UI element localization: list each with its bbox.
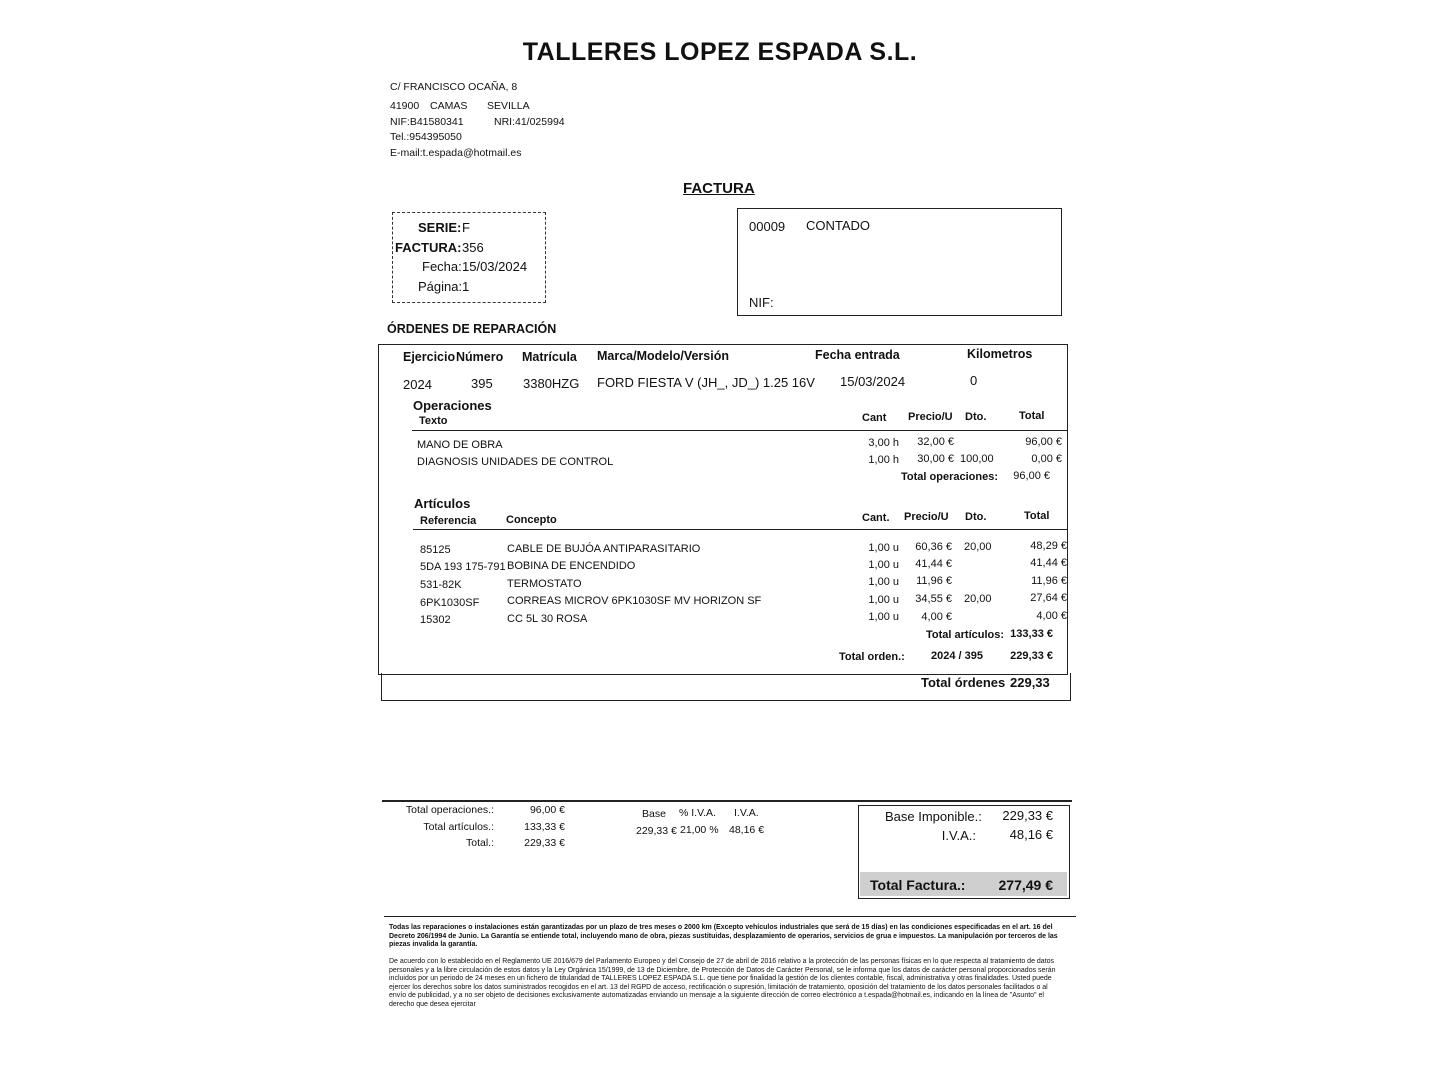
art-header-referencia: Referencia — [420, 515, 477, 527]
order-ejercicio: 2024 — [403, 377, 432, 392]
op-header-cant: Cant — [862, 412, 887, 424]
pagina-label: Página: — [418, 279, 463, 294]
iva-iva-label: I.V.A. — [734, 807, 759, 819]
art-row-concepto: TERMOSTATO — [507, 578, 582, 590]
iva-iva-value: 48,16 € — [729, 824, 765, 836]
serie-value: F — [462, 220, 470, 235]
summary-top-rule — [382, 800, 1072, 802]
art-row-concepto: CC 5L 30 ROSA — [507, 613, 588, 625]
orders-table-box — [378, 344, 1068, 675]
op-row-texto: DIAGNOSIS UNIDADES DE CONTROL — [417, 456, 614, 468]
summary-total-value: 229,33 € — [524, 837, 565, 849]
totals-iva-value: 48,16 € — [1009, 827, 1053, 842]
art-row-precio: 34,55 € — [915, 593, 952, 605]
art-header-precio: Precio/U — [904, 511, 949, 523]
company-address: C/ FRANCISCO OCAÑA, 8 — [390, 81, 518, 93]
art-row-cant: 1,00 u — [868, 559, 899, 571]
op-total-value: 96,00 € — [1013, 470, 1050, 482]
iva-pct-value: 21,00 % — [680, 824, 719, 836]
order-matricula: 3380HZG — [523, 376, 580, 391]
company-nif: NIF:B41580341 — [390, 116, 464, 128]
op-row-precio: 30,00 € — [917, 453, 954, 465]
op-header-precio: Precio/U — [908, 411, 953, 423]
art-row-cant: 1,00 u — [868, 611, 899, 623]
company-name: TALLERES LOPEZ ESPADA S.L. — [522, 38, 918, 66]
serie-label: SERIE: — [418, 220, 462, 235]
company-province: SEVILLA — [487, 100, 530, 112]
art-row-cant: 1,00 u — [868, 576, 899, 588]
factura-label: FACTURA: — [395, 240, 462, 255]
totals-iva-label: I.V.A.: — [941, 828, 976, 843]
header-fecha-entrada: Fecha entrada — [815, 348, 900, 362]
total-orden-label: Total orden.: — [839, 651, 905, 663]
pagina-value: 1 — [462, 279, 470, 294]
company-tel: Tel.:954395050 — [390, 131, 462, 143]
art-header-dto: Dto. — [965, 511, 987, 523]
total-factura-label: Total Factura.: — [870, 877, 966, 893]
company-city: CAMAS — [430, 100, 468, 112]
art-row-precio: 60,36 € — [915, 541, 952, 553]
art-row-concepto: BOBINA DE ENCENDIDO — [507, 560, 636, 572]
op-row-total: 0,00 € — [1031, 453, 1062, 465]
header-numero: Número — [456, 350, 504, 364]
header-kilometros: Kilometros — [967, 347, 1033, 361]
client-nif-label: NIF: — [749, 295, 774, 310]
art-row-dto: 20,00 — [964, 593, 992, 605]
order-km: 0 — [970, 373, 978, 388]
client-code: 00009 — [749, 219, 786, 234]
factura-number: 356 — [462, 240, 484, 255]
op-row-texto: MANO DE OBRA — [417, 439, 503, 451]
op-total-label: Total operaciones: — [901, 471, 998, 483]
art-row-precio: 4,00 € — [921, 611, 952, 623]
operaciones-title: Operaciones — [413, 398, 492, 413]
art-row-ref: 531-82K — [420, 579, 462, 591]
art-row-total: 48,29 € — [1030, 540, 1067, 552]
op-row-cant: 1,00 h — [868, 454, 899, 466]
total-ordenes-label: Total órdenes — [921, 675, 1006, 690]
articulos-divider — [413, 529, 1068, 530]
summary-operaciones-label: Total operaciones.: — [405, 804, 494, 816]
document-title: FACTURA — [683, 180, 755, 197]
art-row-cant: 1,00 u — [868, 542, 899, 554]
art-row-precio: 11,96 € — [916, 575, 952, 587]
company-nri: NRI:41/025994 — [494, 116, 565, 128]
art-row-ref: 15302 — [420, 614, 451, 626]
art-header-cant: Cant. — [862, 512, 890, 524]
op-header-total: Total — [1019, 410, 1045, 422]
art-row-total: 27,64 € — [1030, 592, 1067, 604]
art-row-cant: 1,00 u — [868, 594, 899, 606]
fecha-value: 15/03/2024 — [462, 259, 528, 274]
art-row-ref: 85125 — [420, 544, 451, 556]
art-row-total: 4,00 € — [1036, 610, 1067, 622]
client-box — [737, 208, 1062, 316]
art-row-concepto: CORREAS MICROV 6PK1030SF MV HORIZON SF — [507, 595, 762, 607]
order-marca: FORD FIESTA V (JH_, JD_) 1.25 16V — [597, 375, 815, 390]
art-header-total: Total — [1024, 510, 1050, 522]
summary-total-label: Total.: — [465, 837, 494, 849]
total-ordenes-value: 229,33 — [1010, 675, 1050, 690]
company-postal-code: 41900 — [390, 100, 420, 112]
legal-warranty: Todas las reparaciones o instalaciones están garantizadas por un plazo de tres meses o 2000 km (Excepto vehículos industriales que será de 15 días) en las condiciones especificadas en el art. 16 del Decreto 206/1994 de Junio. La Garantía se entiende total, incluyendo mano de obra, piezas sustituidas, desplazamiento de operarios, servicios de grua e impuestos. La manipulación por terceros de las piezas invalida la garantía. — [389, 924, 1058, 949]
art-total-value: 133,33 € — [1010, 628, 1053, 640]
iva-pct-label: % I.V.A. — [679, 807, 716, 819]
iva-base-value: 229,33 € — [636, 825, 677, 837]
op-row-cant: 3,00 h — [868, 437, 899, 449]
totals-base-value: 229,33 € — [1002, 808, 1053, 823]
art-row-total: 11,96 € — [1031, 575, 1067, 587]
header-matricula: Matrícula — [522, 350, 577, 364]
iva-base-label: Base — [642, 808, 666, 820]
art-row-concepto: CABLE DE BUJÓA ANTIPARASITARIO — [507, 543, 701, 555]
art-row-ref: 6PK1030SF — [420, 597, 480, 609]
articulos-title: Artículos — [414, 496, 471, 511]
summary-articulos-label: Total artículos.: — [423, 821, 494, 833]
order-numero: 395 — [471, 376, 493, 391]
summary-articulos-value: 133,33 € — [524, 821, 565, 833]
op-row-precio: 32,00 € — [917, 436, 954, 448]
client-name: CONTADO — [806, 218, 871, 233]
orders-title: ÓRDENES DE REPARACIÓN — [387, 322, 557, 336]
op-row-dto: 100,00 — [960, 453, 994, 465]
totals-base-label: Base Imponible.: — [885, 809, 982, 824]
order-fecha: 15/03/2024 — [840, 374, 906, 389]
legal-privacy: De acuerdo con lo establecido en el Reglamento UE 2016/679 del Parlamento Europeo y del Consejo de 27 de abril de 2016 relativo a la protección de las personas físicas en lo que respecta al tratamiento de datos personales y a la libre circulación de estos datos y la Ley Orgánica 15/1999, de 13 de Diciembre, de Protección de Datos de Carácter Personal, se le informa que los datos de carácter personal proporcionados serán incluidos por un periodo de 24 meses en un fichero de titularidad de TALLERES LOPEZ ESPADA S.L. que tiene por finalidad la gestión de los clientes contable, fiscal, administrativa y otras finalidades. Usted puede ejercer los derechos sobre los datos suministrados recogidos en el art. 13 del RGPD de acceso, rectificación o supresión, limitación de tratamiento, oposición del tratamiento de los datos personales facilitados o al envío de publicidad, y a no ser objeto de decisiones exclusivamente automatizadas enviando un mensaje a la siguiente dirección de correo electrónico a t.espada@hotmail.es, indicando en la línea de "Asunto" el derecho que desea ejercitar — [389, 958, 1056, 1008]
art-row-dto: 20,00 — [964, 541, 992, 553]
op-header-texto: Texto — [419, 415, 448, 427]
op-row-total: 96,00 € — [1025, 436, 1062, 448]
art-total-label: Total artículos: — [926, 629, 1005, 641]
operaciones-divider — [412, 430, 1068, 431]
summary-operaciones-value: 96,00 € — [529, 804, 565, 816]
total-orden-ref: 2024 / 395 — [931, 650, 983, 662]
company-email: E-mail:t.espada@hotmail.es — [390, 147, 522, 159]
total-factura-value: 277,49 € — [998, 877, 1053, 893]
fecha-label: Fecha: — [422, 259, 462, 274]
legal-rule — [384, 916, 1076, 917]
total-orden-value: 229,33 € — [1010, 650, 1053, 662]
art-row-ref: 5DA 193 175-791 — [420, 561, 506, 573]
art-header-concepto: Concepto — [506, 514, 557, 526]
art-row-total: 41,44 € — [1030, 557, 1067, 569]
header-marca: Marca/Modelo/Versión — [597, 349, 729, 363]
art-row-precio: 41,44 € — [915, 558, 952, 570]
header-ejercicio: Ejercicio — [403, 350, 456, 364]
op-header-dto: Dto. — [965, 411, 987, 423]
